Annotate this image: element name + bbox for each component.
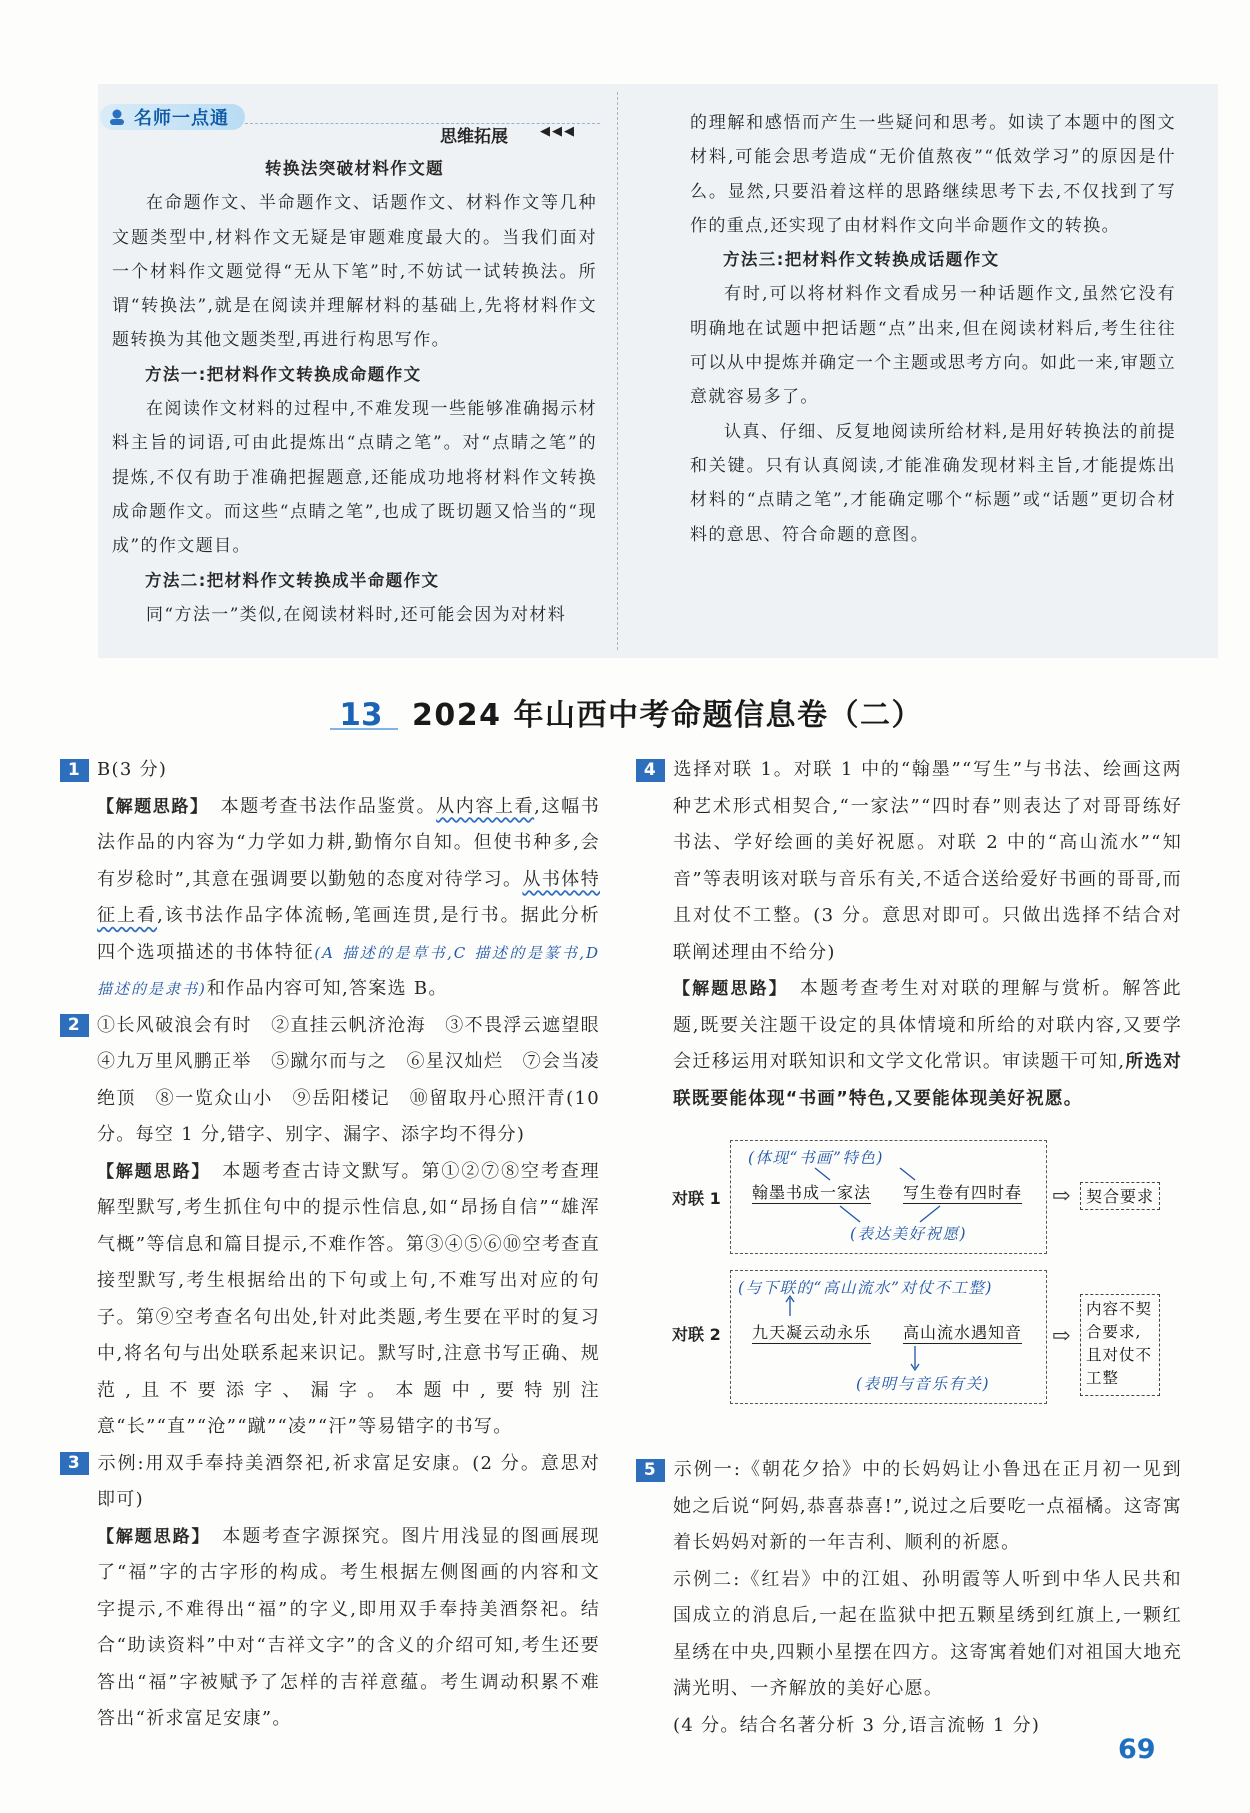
extension-arrows: ◀◀◀ bbox=[540, 124, 576, 139]
analysis-1 bbox=[60, 789, 600, 1008]
method-heading: 方法三:把材料作文转换成话题作文 bbox=[723, 250, 1000, 270]
answer-2 bbox=[60, 1008, 620, 1154]
couplet-1-left: 翰墨书成一家法 bbox=[752, 1180, 871, 1204]
tip-paragraph: 认真、仔细、反复地阅读所给材料,是用好转换法的前提和关键。只有认真阅读,才能准确发现材料主旨,才能提炼出材料的“点睛之笔”,才能确定哪个“标题”或“话题”更切合材料的意思、符合命题的意图。 bbox=[690, 421, 1176, 545]
analysis-label: 【解题思路】 bbox=[97, 1526, 211, 1547]
method-heading: 方法一:把材料作文转换成命题作文 bbox=[145, 364, 422, 384]
answers-right-column bbox=[636, 752, 1182, 1117]
couplet-1-top-note: (体现“书画”特色) bbox=[748, 1149, 884, 1167]
tip-left-column bbox=[112, 152, 597, 632]
couplet-2-result: 内容不契合要求,且对仗不工整 bbox=[1086, 1300, 1153, 1387]
method-heading: 方法二:把材料作文转换成半命题作文 bbox=[145, 570, 440, 590]
analysis-4 bbox=[636, 971, 1182, 1117]
couplet-1-right: 写生卷有四时春 bbox=[903, 1180, 1022, 1204]
couplet-1-label: 对联 1 bbox=[672, 1189, 721, 1208]
section-number: 13 bbox=[339, 697, 383, 733]
handwritten-note: (A 描述的是草书,C 描述的是篆书,D 描述的是隶书) bbox=[97, 943, 600, 998]
analysis-highlight: 从内容上看 bbox=[436, 795, 535, 817]
couplet-2-left: 九天凝云动永乐 bbox=[752, 1320, 871, 1344]
couplet-1-result: 契合要求 bbox=[1086, 1187, 1155, 1206]
analysis-text: 本题考查字源探究。图片用浅显的图画展现了“福”字的古字形的构成。考生根据左侧图画的内容和文字提示,不难得出“福”的字义,即用双手奉持美酒祭祀。结合“助读资料”中对“吉祥文字”的含义的介绍可知,考生还要答出“福”字被赋予了怎样的吉祥意蕴。考生调动积累不难答出“祈求富足安康”。 bbox=[97, 1525, 600, 1729]
tip-box-divider bbox=[617, 92, 618, 650]
couplet-2-top-note: (与下联的“高山流水”对仗不工整) bbox=[738, 1279, 993, 1297]
extension-label: 思维拓展 bbox=[440, 127, 508, 147]
answer-text: ①长风破浪会有时 ②直挂云帆济沧海 ③不畏浮云遮望眼 ④九万里风鹏正举 ⑤蹴尔而与之 ⑥星汉灿烂 ⑦会当凌绝顶 ⑧一览众山小 ⑨岳阳楼记 ⑩留取丹心照汗青(10 分。每空 1 分,错字、别字、漏字、添字均不得分) bbox=[97, 1014, 620, 1145]
couplet-1-arrows bbox=[730, 1140, 1050, 1252]
arrow-right-icon: ⇨ bbox=[1052, 1324, 1071, 1349]
tip-title: 转换法突破材料作文题 bbox=[265, 159, 444, 178]
answer-4 bbox=[636, 752, 1182, 971]
answer-text: 示例一:《朝花夕拾》中的长妈妈让小鲁迅在正月初一见到她之后说“阿妈,恭喜恭喜!”,说过之后要吃一点福橘。这寄寓着长妈妈对新的一年吉利、顺利的祈愿。 bbox=[673, 1459, 1182, 1553]
analysis-label: 【解题思路】 bbox=[673, 979, 788, 999]
couplet-diagram bbox=[660, 1140, 1180, 1440]
answer-5-block bbox=[636, 1452, 1182, 1744]
analysis-text: 本题考查古诗文默写。第①②⑦⑧空考查理解型默写,考生抓住句中的提示性信息,如“昂扬自信”“雄浑气概”等信息和篇目提示,不难作答。第③④⑤⑥⑩空考查直接型默写,考生根据给出的下句或上句,不难写出对应的句子。第⑨空考查名句出处,针对此类题,考生要在平时的复习中,将名句与出处联系起来识记。默写时,注意书写正确、规范,且不要添字、漏字。本题中,要特别注意“长”“直”“沧”“蹴”“凌”“汗”等易错字的书写。 bbox=[97, 1160, 600, 1437]
tip-badge bbox=[100, 104, 245, 130]
couplet-1-bottom-note: (表达美好祝愿) bbox=[850, 1225, 968, 1243]
tip-paragraph: 的理解和感悟而产生一些疑问和思考。如读了本题中的图文材料,可能会思考造成“无价值熬夜”“低效学习”的原因是什么。显然,只要沿着这样的思路继续思考下去,不仅找到了写作的重点,还实现了由材料作文向半命题作文的转换。 bbox=[690, 113, 1176, 236]
answer-3 bbox=[60, 1446, 600, 1519]
analysis-text: ,这幅书法作品的内容为“力学如力耕,勤惰尔自知。但使书种多,会有岁稔时”,其意在强调要以勤勉的态度对待学习。 bbox=[97, 795, 600, 890]
tip-paragraph: 在命题作文、半命题作文、话题作文、材料作文等几种文题类型中,材料作文无疑是审题难度最大的。当我们面对一个材料作文题觉得“无从下笔”时,不妨试一试转换法。所谓“转换法”,就是在阅读并理解材料的基础上,先将材料作文题转换为其他文题类型,再进行构思写作。 bbox=[112, 193, 597, 351]
analysis-text: ,该书法作品字体流畅,笔画连贯,是行书。据此分析四个选项描述的书体特征 bbox=[97, 905, 600, 963]
section-number-underline bbox=[330, 728, 398, 730]
answer-5-score: (4 分。结合名著分析 3 分,语言流畅 1 分) bbox=[673, 1714, 1041, 1736]
question-number: 5 bbox=[636, 1459, 665, 1482]
tip-paragraph: 有时,可以将材料作文看成另一种话题作文,虽然它没有明确地在试题中把话题“点”出来,但在阅读材料后,考生往往可以从中提炼并确定一个主题或思考方向。如此一来,审题立意就容易多了。 bbox=[690, 284, 1176, 408]
analysis-text: 本题考查考生对对联的理解与赏析。解答此题,既要关注题干设定的具体情境和所给的对联内容,又要学会迁移运用对联知识和文学文化常识。审读题干可知, bbox=[673, 978, 1182, 1072]
question-number: 1 bbox=[60, 759, 89, 782]
analysis-emphasis: 所选对联既要能体现“书画”特色,又要能体现美好祝愿。 bbox=[673, 1052, 1182, 1109]
tip-paragraph: 在阅读作文材料的过程中,不难发现一些能够准确揭示材料主旨的词语,可由此提炼出“点睛之笔”。对“点睛之笔”的提炼,不仅有助于准确把握题意,还能成功地将材料作文转换成命题作文。而这些“点睛之笔”,也成了既切题又恰当的“现成”的作文题目。 bbox=[112, 399, 597, 557]
question-number: 3 bbox=[60, 1452, 89, 1475]
analysis-label: 【解题思路】 bbox=[97, 796, 209, 817]
teacher-icon bbox=[106, 108, 128, 126]
page-number: 69 bbox=[1118, 1734, 1156, 1765]
answer-5-example-1 bbox=[636, 1452, 1182, 1562]
answer-5-example-2: 示例二:《红岩》中的江姐、孙明霞等人听到中华人民共和国成立的消息后,一起在监狱中把五颗星绣到红旗上,一颗红星绣在中央,四颗小星摆在四方。这寄寓着她们对祖国大地充满光明、一齐解放的美好心愿。 bbox=[673, 1568, 1182, 1699]
analysis-label: 【解题思路】 bbox=[97, 1161, 211, 1182]
answer-1 bbox=[60, 752, 600, 789]
couplet-2-right: 高山流水遇知音 bbox=[903, 1320, 1022, 1344]
question-number: 4 bbox=[636, 759, 665, 782]
answer-text: 选择对联 1。对联 1 中的“翰墨”“写生”与书法、绘画这两种艺术形式相契合,“一家法”“四时春”则表达了对哥哥练好书法、学好绘画的美好祝愿。对联 2 中的“高山流水”“知音”等表明该对联与音乐有关,不适合送给爱好书画的哥哥,而且对仗不工整。(3 分。意思对即可。只做出选择不结合对联阐述理由不给分) bbox=[673, 759, 1182, 963]
analysis-highlight: 从书体特征上看 bbox=[97, 868, 600, 926]
analysis-text: 本题考查书法作品鉴赏。 bbox=[220, 795, 437, 817]
section-heading: 2024 年山西中考命题信息卷（二） bbox=[412, 698, 923, 733]
answers-left-column bbox=[60, 752, 620, 1738]
section-title bbox=[330, 690, 923, 734]
question-number: 2 bbox=[60, 1014, 89, 1037]
analysis-text: 和作品内容可知,答案选 B。 bbox=[206, 978, 448, 999]
tip-right-column bbox=[690, 106, 1176, 552]
couplet-2-bottom-note: (表明与音乐有关) bbox=[856, 1375, 991, 1393]
arrow-right-icon: ⇨ bbox=[1052, 1184, 1071, 1209]
analysis-3 bbox=[60, 1519, 600, 1738]
tip-paragraph: 同“方法一”类似,在阅读材料时,还可能会因为对材料 bbox=[146, 604, 567, 625]
answer-text: 示例:用双手奉持美酒祭祀,祈求富足安康。(2 分。意思对即可) bbox=[97, 1452, 600, 1510]
couplet-2-arrows bbox=[730, 1270, 1050, 1402]
couplet-2-label: 对联 2 bbox=[672, 1325, 721, 1344]
answer-text: B(3 分) bbox=[97, 759, 168, 780]
tip-badge-label: 名师一点通 bbox=[134, 108, 229, 129]
analysis-2 bbox=[60, 1154, 600, 1446]
